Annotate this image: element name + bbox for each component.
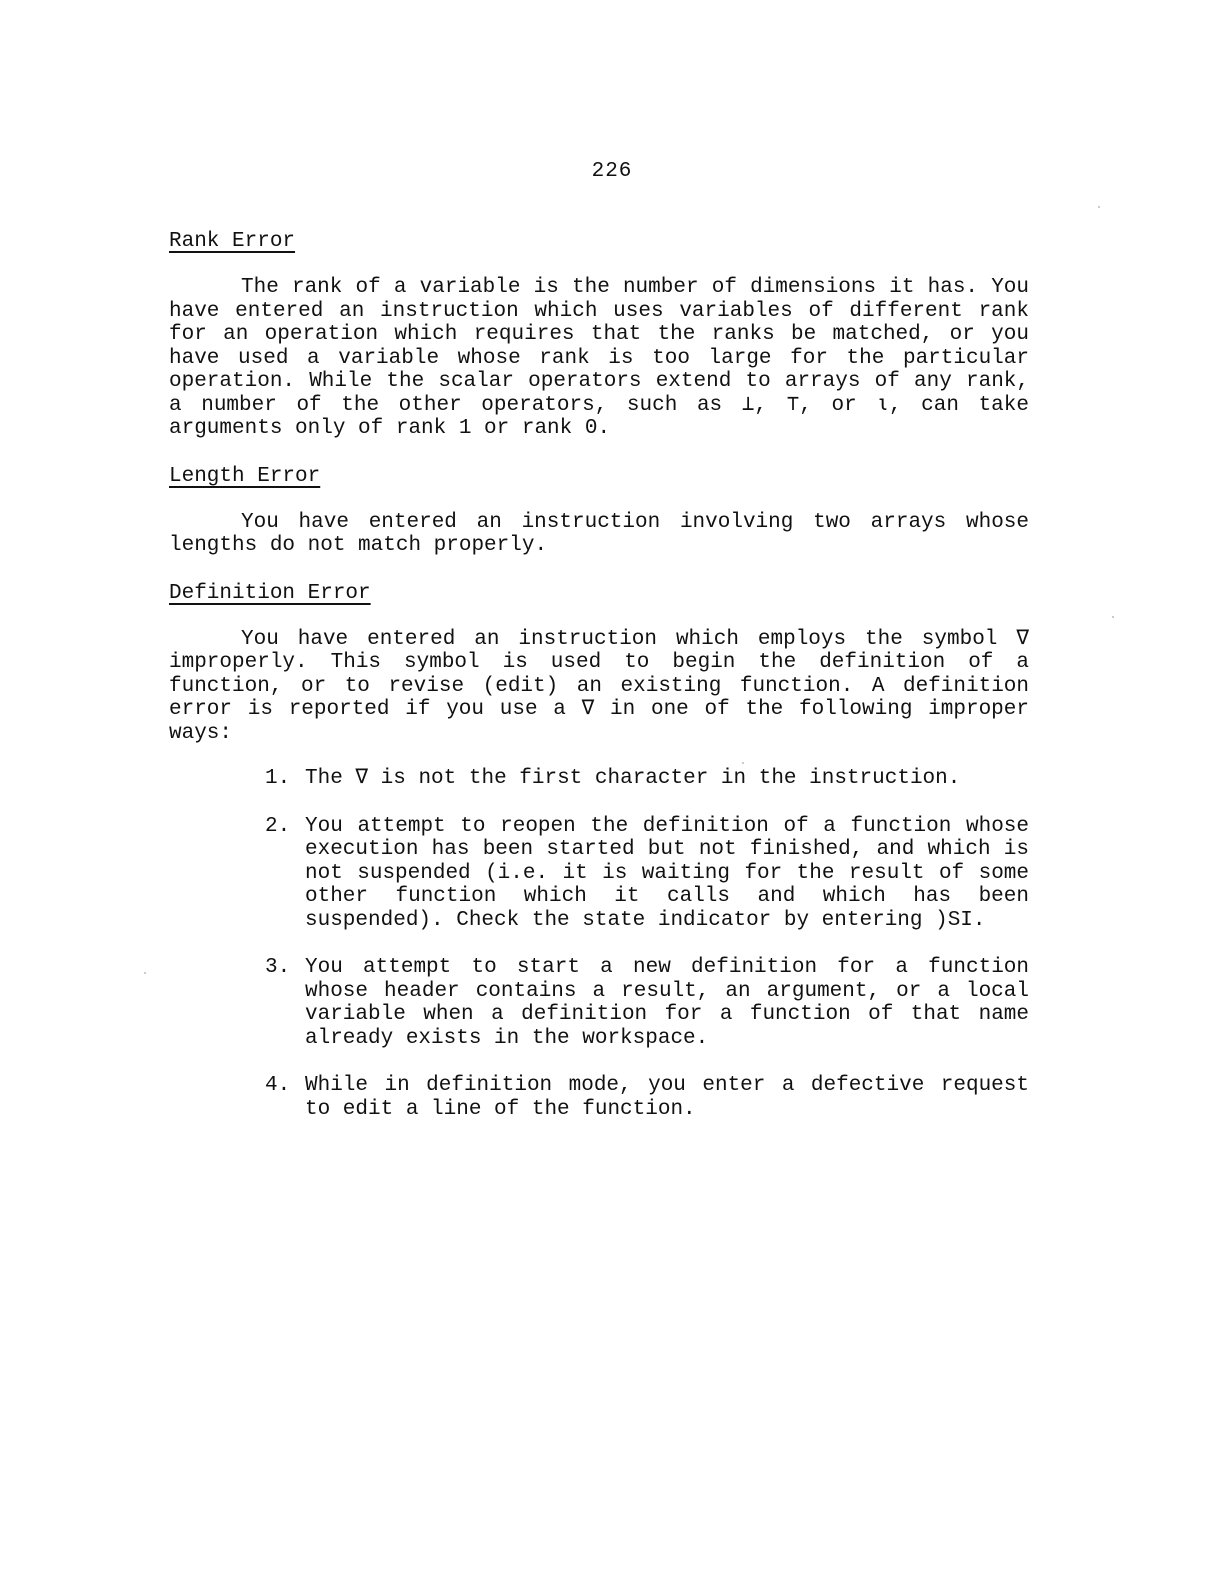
page-body bbox=[169, 228, 1029, 1145]
scan-speck bbox=[144, 972, 146, 974]
spacer bbox=[169, 256, 1029, 276]
length-error-paragraph bbox=[169, 511, 1029, 558]
list-item bbox=[265, 767, 1029, 791]
spacer bbox=[169, 745, 1029, 767]
scan-speck bbox=[1112, 616, 1114, 618]
definition-error-cases-list bbox=[169, 767, 1029, 1121]
list-item-number: 3. bbox=[265, 956, 291, 979]
rank-error-section bbox=[169, 228, 1029, 441]
list-item-text: While in definition mode, you enter a defective request to edit a line of the function. bbox=[305, 1074, 1029, 1121]
list-item-number: 4. bbox=[265, 1074, 291, 1097]
definition-error-text: You have entered an instruction which employs the symbol ∇ improperly. This symbol is used to begin the definition of a function, or to revise (edit) an existing function. A definition error is reported if you use a ∇ in one of the following improper ways: bbox=[169, 627, 1029, 745]
spacer bbox=[169, 441, 1029, 463]
list-item bbox=[265, 1074, 1029, 1121]
length-error-text: You have entered an instruction involving two arrays whose lengths do not match properly. bbox=[169, 510, 1029, 557]
list-item-number: 2. bbox=[265, 814, 291, 838]
length-error-heading: Length Error bbox=[169, 464, 321, 488]
list-item-text: You attempt to reopen the definition of a function whose execution has been started but not finished, and which is not suspended (i.e. it is waiting for the result of some other function which it calls and which has been suspended). Check the state indicator by entering )SI. bbox=[305, 814, 1029, 932]
list-item-text: You attempt to start a new definition for a function whose header contains a result, an argument, or a local variable when a definition for a function of that name already exists in the workspace. bbox=[305, 956, 1029, 1050]
spacer bbox=[169, 608, 1029, 628]
rank-error-paragraph bbox=[169, 276, 1029, 441]
spacer bbox=[169, 491, 1029, 511]
scan-speck bbox=[742, 762, 744, 764]
definition-error-section bbox=[169, 580, 1029, 1122]
rank-error-heading: Rank Error bbox=[169, 230, 296, 253]
list-item bbox=[265, 956, 1029, 1050]
page-number: 226 bbox=[591, 160, 633, 183]
length-error-section bbox=[169, 463, 1029, 558]
list-item bbox=[265, 814, 1029, 933]
list-item-text: The ∇ is not the first character in the instruction. bbox=[305, 767, 961, 790]
definition-error-heading: Definition Error bbox=[169, 581, 371, 605]
rank-error-text: The rank of a variable is the number of dimensions it has. You have entered an instruction which uses variables of different rank for an operation which requires that the ranks be matched, or you have used a variable whose rank is too large for the particular operation. While the scalar operators extend to arrays of any rank, a number of the other operators, such as ⊥, ⊤, or ⍳, can take arguments only of rank 1 or rank 0. bbox=[169, 276, 1029, 440]
scan-speck bbox=[1098, 206, 1100, 208]
spacer bbox=[169, 558, 1029, 580]
list-item-number: 1. bbox=[265, 767, 291, 790]
definition-error-paragraph bbox=[169, 628, 1029, 746]
